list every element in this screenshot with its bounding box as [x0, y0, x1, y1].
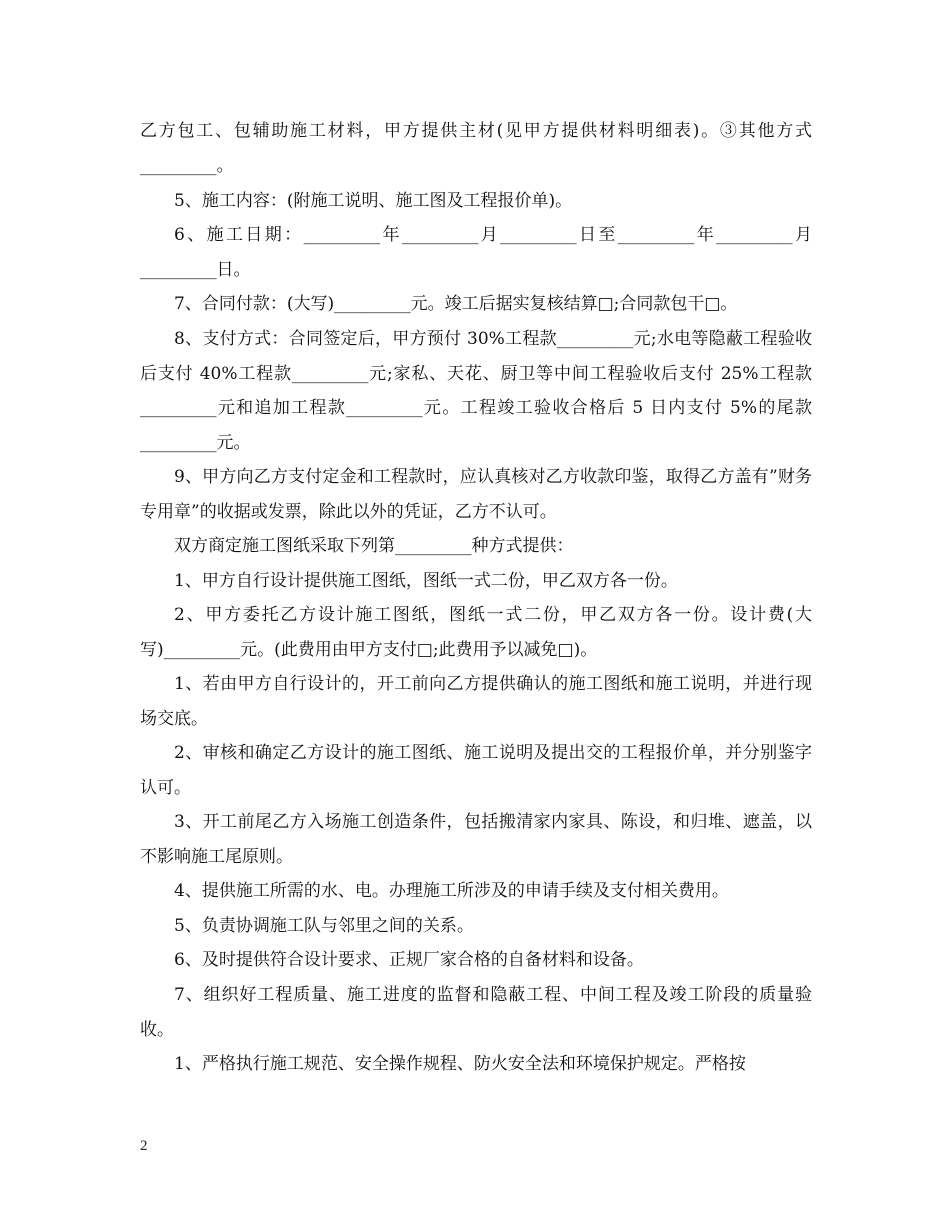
- paragraph-party-b-duty-1: 1、严格执行施工规范、安全操作规程、防火安全法和环境保护规定。严格按: [174, 1054, 746, 1074]
- paragraph-party-a-duty-7: 7、组织好工程质量、施工进度的监督和隐蔽工程、中间工程及竣工阶段的质量验收。: [140, 985, 812, 1040]
- paragraph-construction-date: 6、施工日期：_________年_________月_________日至_________年_________月_________日。: [140, 225, 812, 280]
- paragraph-party-a-duty-3: 3、开工前尾乙方入场施工创造条件，包括搬清家内家具、陈设，和归堆、遮盖，以不影响施工尾原则。: [140, 812, 812, 867]
- paragraph-construction-content: 5、施工内容：(附施工说明、施工图及工程报价单)。: [174, 191, 573, 211]
- paragraph-party-a-duty-5: 5、负责协调施工队与邻里之间的关系。: [174, 916, 474, 936]
- page-number: 2: [140, 1138, 148, 1154]
- paragraph-party-a-duty-2: 2、审核和确定乙方设计的施工图纸、施工说明及提出交的工程报价单，并分别鉴字认可。: [140, 743, 812, 798]
- paragraph-self-design: 1、甲方自行设计提供施工图纸，图纸一式二份，甲乙双方各一份。: [174, 571, 678, 591]
- paragraph-continued-material: 乙方包工、包辅助施工材料，甲方提供主材(见甲方提供材料明细表)。③其他方式_________。: [140, 121, 812, 176]
- paragraph-party-a-duty-1: 1、若由甲方自行设计的，开工前向乙方提供确认的施工图纸和施工说明，并进行现场交底。: [140, 674, 812, 729]
- paragraph-party-a-duty-4: 4、提供施工所需的水、电。办理施工所涉及的申请手续及支付相关费用。: [174, 881, 729, 901]
- paragraph-drawing-method: 双方商定施工图纸采取下列第_________种方式提供：: [174, 536, 574, 556]
- paragraph-contract-payment: 7、合同付款：(大写)_________元。竣工后据实复核结算□;合同款包干□。: [174, 294, 738, 314]
- paragraph-party-a-duty-6: 6、及时提供符合设计要求、正规厂家合格的自备材料和设备。: [174, 950, 644, 970]
- paragraph-deposit-verification: 9、甲方向乙方支付定金和工程款时，应认真核对乙方收款印鉴，取得乙方盖有”财务专用章”的收据或发票，除此以外的凭证，乙方不认可。: [140, 467, 812, 522]
- paragraph-commissioned-design: 2、甲方委托乙方设计施工图纸，图纸一式二份，甲乙双方各一份。设计费(大写)_________元。(此费用由甲方支付□;此费用予以减免□)。: [140, 605, 812, 660]
- paragraph-payment-method: 8、支付方式：合同签定后，甲方预付 30%工程款_________元;水电等隐蔽工程验收后支付 40%工程款_________元;家私、天花、厨卫等中间工程验收后支付 25%工程款_________元和追加工程款_________元。工程竣工验收合格后 5 日内支付 5%的尾款_________元。: [140, 329, 812, 453]
